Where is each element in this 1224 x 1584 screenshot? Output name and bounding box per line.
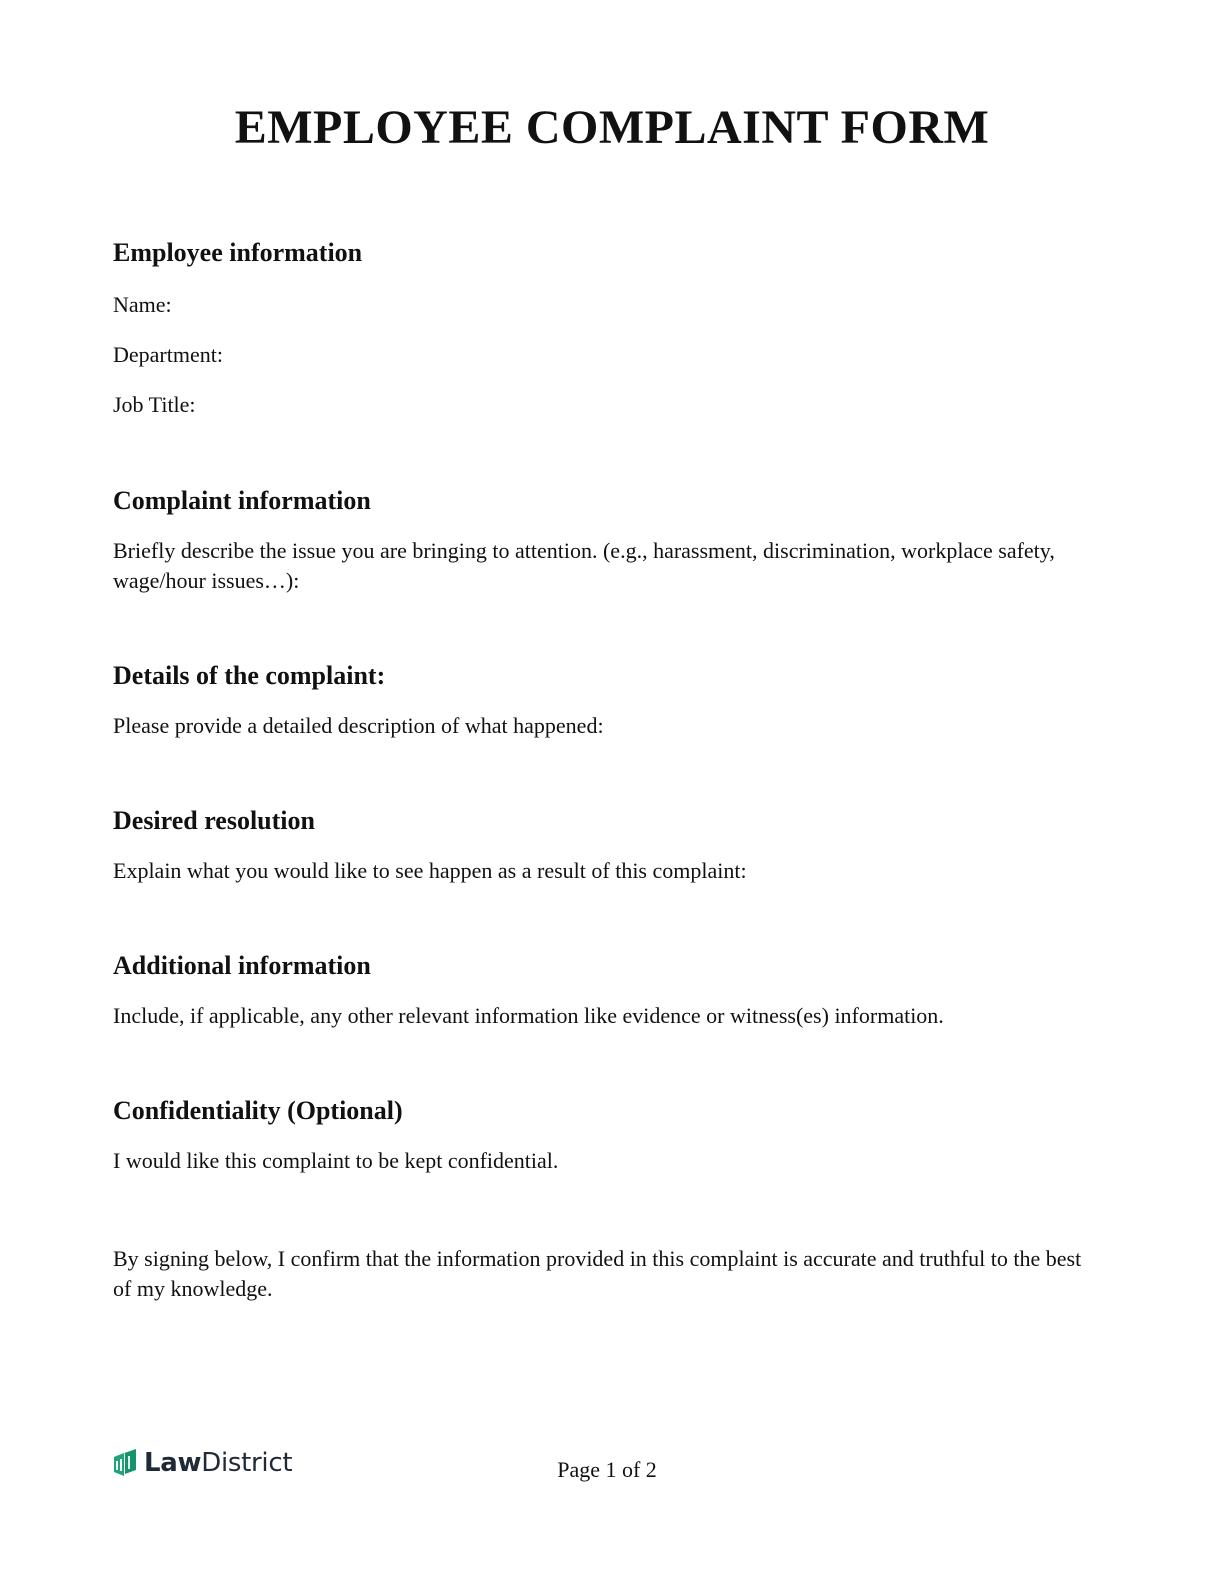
details-text: Please provide a detailed description of what happened: xyxy=(113,713,604,738)
lawdistrict-logo-text: LawDistrict xyxy=(144,1448,293,1478)
additional-information-text: Include, if applicable, any other relevant information like evidence or witness(es) information. xyxy=(113,1003,944,1028)
department-field-label: Department: xyxy=(113,342,223,367)
name-field-label: Name: xyxy=(113,292,172,317)
confidentiality-text: I would like this complaint to be kept confidential. xyxy=(113,1148,559,1173)
confidentiality-section xyxy=(113,1094,1103,1176)
employee-fields xyxy=(113,288,1103,422)
confidentiality-heading: Confidentiality (Optional) xyxy=(113,1096,403,1125)
desired-resolution-heading: Desired resolution xyxy=(113,806,315,835)
employee-information-heading: Employee information xyxy=(113,238,363,267)
document-title: EMPLOYEE COMPLAINT FORM xyxy=(234,101,990,154)
additional-information-section xyxy=(113,949,1103,1031)
complaint-information-heading: Complaint information xyxy=(113,486,371,515)
details-heading: Details of the complaint: xyxy=(113,661,386,690)
signing-section xyxy=(113,1244,1103,1304)
page-number: Page 1 of 2 xyxy=(557,1457,657,1482)
complaint-information-text: Briefly describe the issue you are bringing to attention. (e.g., harassment, discrimination, workplace safety, wage/hour issues…): xyxy=(113,538,1055,593)
desired-resolution-section xyxy=(113,804,1103,886)
complaint-information-section xyxy=(113,484,1103,596)
desired-resolution-text: Explain what you would like to see happen as a result of this complaint: xyxy=(113,858,747,883)
employee-information-section xyxy=(113,236,1103,422)
additional-information-heading: Additional information xyxy=(113,951,371,980)
details-section xyxy=(113,659,1103,741)
signing-statement: By signing below, I confirm that the information provided in this complaint is accurate and truthful to the best of my knowledge. xyxy=(113,1246,1082,1301)
form-content xyxy=(113,236,1103,1304)
job-title-field-label: Job Title: xyxy=(113,392,196,417)
